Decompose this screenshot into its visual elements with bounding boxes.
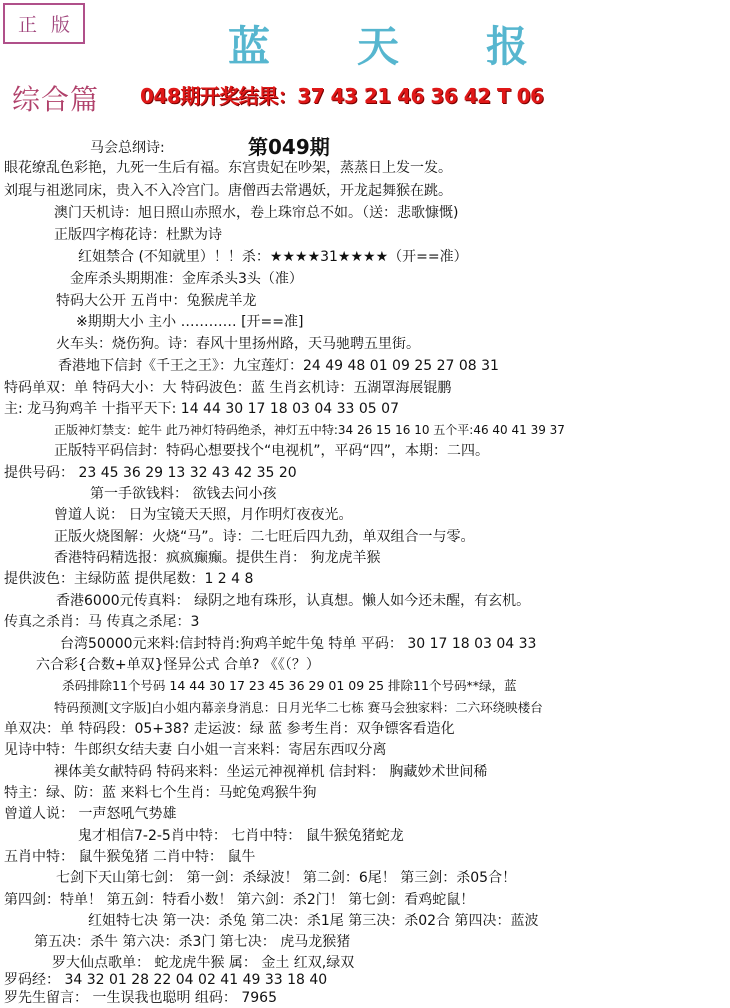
text-line: 红姐特七决 第一决：杀兔 第二决：杀1尾 第三决：杀02合 第四决：蓝波	[88, 913, 539, 929]
text-line: 眼花缭乱色彩艳，九死一生后有福。东宫贵妃在吵架，蒸蒸日上发一发。	[4, 160, 452, 176]
text-line: 单双决：单 特码段：05+38? 走运波：绿 蓝 参考生肖：双争镖客看造化	[4, 721, 455, 737]
text-line: 罗先生留言： 一生误我也聪明 组码： 7965	[4, 990, 277, 1006]
text-line: 六合彩{合数+单双}怪异公式 合单? 《《（？）	[36, 657, 320, 673]
stamp-char-right: 版	[50, 14, 70, 36]
masthead-char-1: 蓝	[228, 22, 271, 71]
text-line: 见诗中特：牛郎织女结夫妻 白小姐一言来料：寄居东西叹分离	[4, 742, 387, 758]
draw-result: 048期开奖结果：37 43 21 46 36 42 T 06	[140, 84, 544, 108]
issue-number: 第049期	[248, 135, 330, 159]
text-line: 澳门天机诗：旭日照山赤照水，卷上珠帘总不如。（送：悲歌慷慨)	[54, 205, 459, 221]
text-line: 特码大公开 五肖中：兔猴虎羊龙	[56, 293, 257, 309]
text-line: 特码单双：单 特码大小：大 特码波色：蓝 生肖玄机诗：五湖罩海展锟鹏	[4, 380, 452, 396]
text-line: 台湾50000元来料:信封特肖:狗鸡羊蛇牛兔 特单 平码： 30 17 18 03 04 33	[60, 636, 537, 652]
text-line: 罗大仙点歌单： 蛇龙虎牛猴 属： 金土 红双,绿双	[52, 955, 355, 971]
text-line: 裸体美女献特码 特码来料：坐运元神视禅机 信封料： 胸藏妙术世间稀	[54, 764, 488, 780]
text-line: 传真之杀肖：马 传真之杀尾：3	[4, 614, 200, 630]
text-line: 罗码经： 34 32 01 28 22 04 02 41 49 33 18 40	[4, 972, 328, 988]
stamp-char-left: 正	[17, 14, 37, 36]
text-line: 正版火烧图解：火烧“马”。诗：二七旺后四九劲，单双组合一与零。	[54, 529, 475, 545]
text-line: 鬼才相信7-2-5肖中特： 七肖中特： 鼠牛猴兔猪蛇龙	[78, 828, 404, 844]
text-line: 曾道人说： 日为宝镜天天照，月作明灯夜夜光。	[54, 507, 353, 523]
section-title: 综合篇	[12, 83, 100, 116]
text-line: 红姐禁合 (不知就里）！！杀：★★★★31★★★★（开==准）	[78, 249, 468, 265]
authentic-stamp	[3, 3, 85, 44]
text-line: 正版四字梅花诗：杜默为诗	[54, 227, 222, 243]
text-line: 五肖中特： 鼠牛猴兔猪 二肖中特： 鼠牛	[4, 849, 256, 865]
text-line: 正版神灯禁支：蛇牛 此乃神灯特码绝杀，神灯五中特:34 26 15 16 10 五个平:46 40 41 39 37	[54, 423, 565, 437]
masthead-char-2: 天	[356, 22, 399, 71]
masthead-char-3: 报	[485, 22, 528, 71]
text-line: ※期期大小 主小 ………… [开==准]	[76, 314, 304, 330]
text-line: 特码预测[文字版]白小姐内幕亲身消息：日月光华二七栋 赛马会独家料：二六环绕映楼台	[54, 700, 543, 715]
text-line: 第五决：杀牛 第六决：杀3门 第七决： 虎马龙猴猪	[34, 934, 351, 950]
text-line: 马会总纲诗:	[90, 140, 165, 156]
text-line: 刘琨与祖逖同床，贵入不入冷宫门。唐僧西去常遇妖，开龙起舞猴在跳。	[4, 183, 452, 199]
text-line: 正版特平码信封：特码心想要找个“电视机”，平码“四”，本期：二四。	[54, 443, 490, 459]
text-line: 提供波色：主绿防蓝 提供尾数：1 2 4 8	[4, 571, 254, 587]
text-line: 第四剑：特单！ 第五剑：特看小数！ 第六剑：杀2门！ 第七剑：看鸡蛇鼠！	[4, 892, 475, 908]
text-line: 香港地下信封《千王之王》：九宝莲灯：24 49 48 01 09 25 27 08 31	[58, 358, 499, 374]
text-line: 火车头：烧伤狗。诗：春风十里扬州路，天马驰聘五里街。	[56, 336, 420, 352]
masthead-title	[228, 16, 528, 72]
text-line: 杀码排除11个号码 14 44 30 17 23 45 36 29 01 09 25 排除11个号码**绿，蓝	[62, 678, 517, 693]
text-line: 金库杀头期期准：金库杀头3头（准）	[70, 271, 303, 287]
text-line: 香港6000元传真料： 绿阴之地有珠形，认真想。懒人如今还未醒，有玄机。	[56, 593, 531, 609]
text-line: 七剑下天山第七剑： 第一剑：杀绿波！ 第二剑：6尾！ 第三剑：杀05合！	[56, 870, 517, 886]
text-line: 主: 龙马狗鸡羊 十指平天下: 14 44 30 17 18 03 04 33 05 07	[4, 401, 399, 417]
text-line: 特主：绿、防：蓝 来料七个生肖：马蛇兔鸡猴牛狗	[4, 785, 317, 801]
text-line: 曾道人说： 一声怒吼气势雄	[4, 806, 177, 822]
text-line: 第一手欲钱料： 欲钱去问小孩	[90, 486, 277, 502]
text-line: 提供号码： 23 45 36 29 13 32 43 42 35 20	[4, 465, 297, 481]
text-line: 香港特码精选报：疯疯癫癫。提供生肖： 狗龙虎羊猴	[54, 550, 381, 566]
